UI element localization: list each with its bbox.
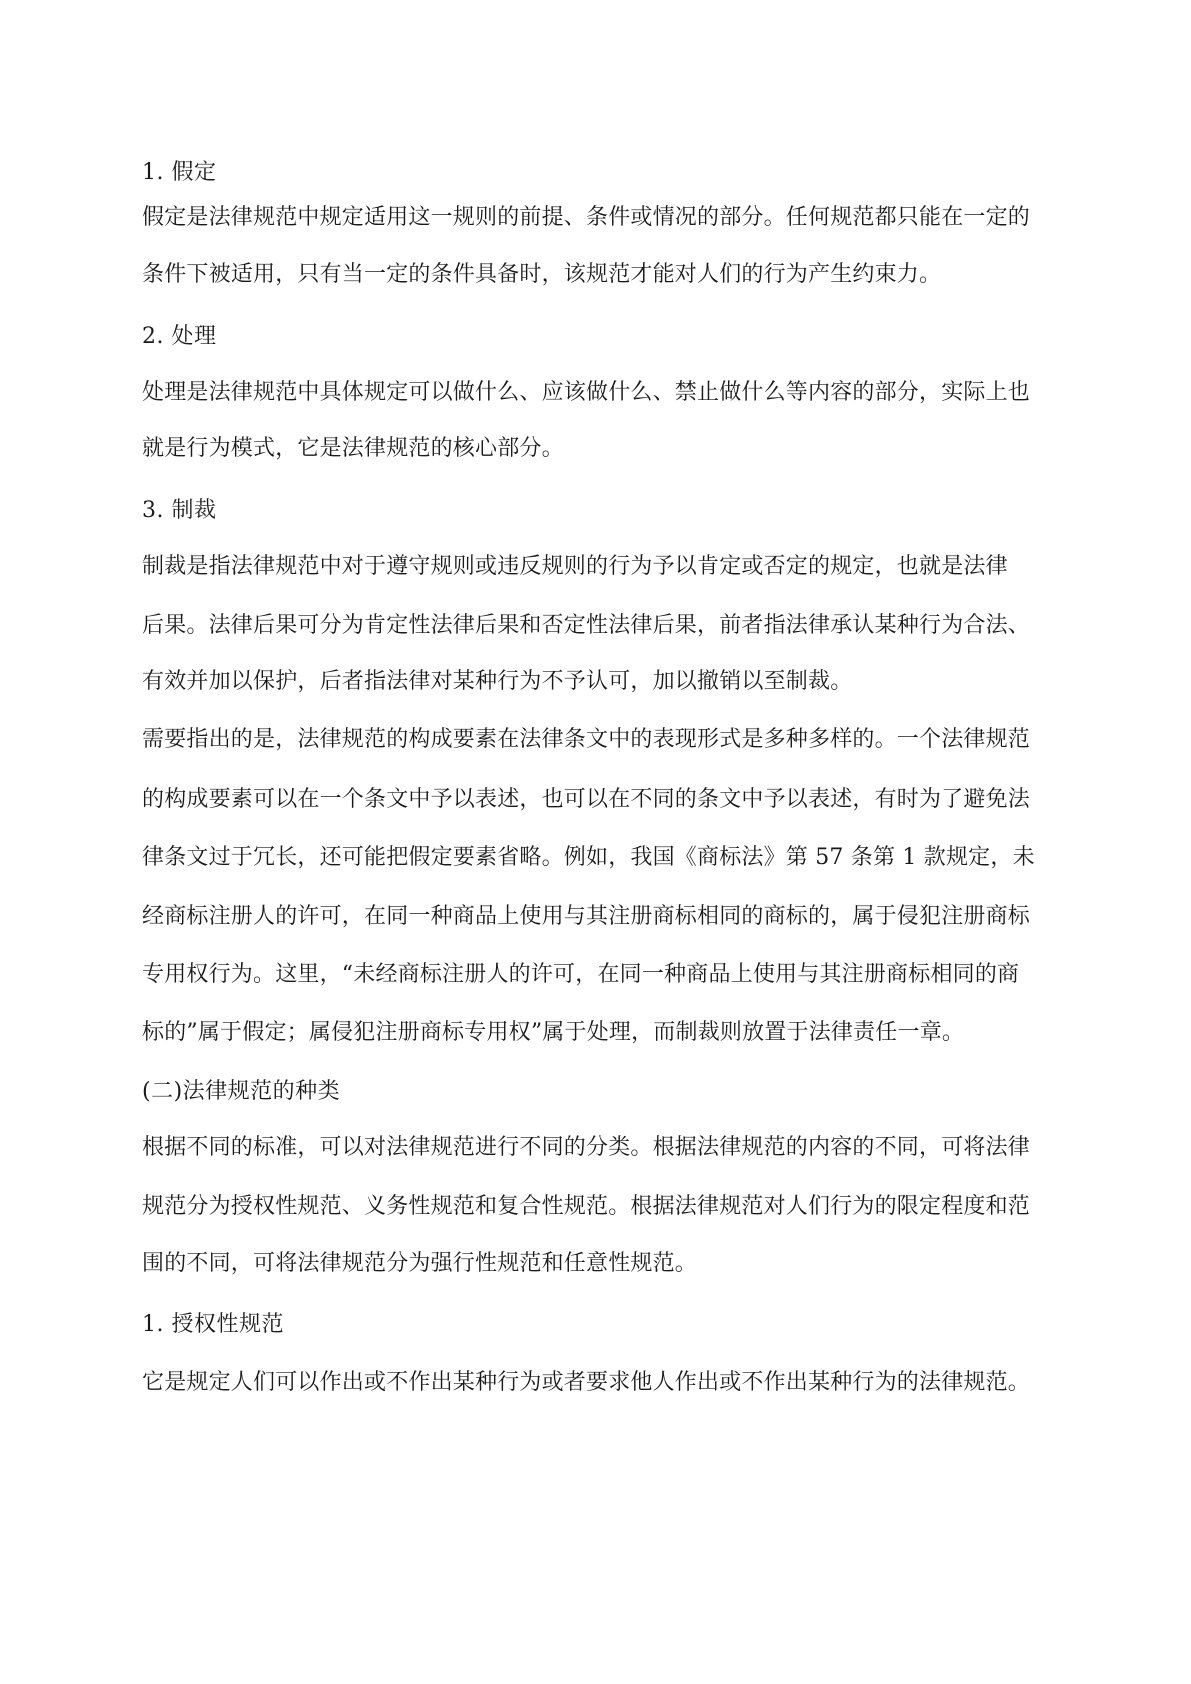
heading-norm-types: (二)法律规范的种类 bbox=[142, 1079, 341, 1104]
paragraph-line: 专用权行为。这里，“未经商标注册人的许可，在同一种商品上使用与其注册商标相同的商 bbox=[142, 962, 1020, 987]
paragraph-line: 的构成要素可以在一个条文中予以表述，也可以在不同的条文中予以表述，有时为了避免法 bbox=[142, 787, 1031, 812]
paragraph-line: 律条文过于冗长，还可能把假定要素省略。例如，我国《商标法》第 57 条第 1 款规定，未 bbox=[142, 845, 1035, 870]
paragraph-line: 条件下被适用，只有当一定的条件具备时，该规范才能对人们的行为产生约束力。 bbox=[142, 262, 942, 287]
heading-handling: 2. 处理 bbox=[142, 324, 217, 349]
paragraph-line: 围的不同，可将法律规范分为强行性规范和任意性规范。 bbox=[142, 1251, 698, 1276]
heading-sanction: 3. 制裁 bbox=[142, 498, 217, 523]
paragraph-line: 就是行为模式，它是法律规范的核心部分。 bbox=[142, 436, 564, 461]
paragraph-line: 它是规定人们可以作出或不作出某种行为或者要求他人作出或不作出某种行为的法律规范。 bbox=[142, 1370, 1031, 1395]
paragraph-line: 标的”属于假定；属侵犯注册商标专用权”属于处理，而制裁则放置于法律责任一章。 bbox=[142, 1020, 965, 1045]
paragraph-line: 规范分为授权性规范、义务性规范和复合性规范。根据法律规范对人们行为的限定程度和范 bbox=[142, 1194, 1031, 1219]
paragraph-line: 处理是法律规范中具体规定可以做什么、应该做什么、禁止做什么等内容的部分，实际上也 bbox=[142, 380, 1031, 405]
paragraph-line: 后果。法律后果可分为肯定性法律后果和否定性法律后果，前者指法律承认某种行为合法、 bbox=[142, 613, 1031, 638]
paragraph-line: 制裁是指法律规范中对于遵守规则或违反规则的行为予以肯定或否定的规定，也就是法律 bbox=[142, 554, 1008, 579]
heading-assumption: 1. 假定 bbox=[142, 160, 217, 185]
paragraph-line: 假定是法律规范中规定适用这一规则的前提、条件或情况的部分。任何规范都只能在一定的 bbox=[142, 205, 1031, 230]
paragraph-line: 需要指出的是，法律规范的构成要素在法律条文中的表现形式是多种多样的。一个法律规范 bbox=[142, 727, 1031, 752]
paragraph-line: 经商标注册人的许可，在同一种商品上使用与其注册商标相同的商标的，属于侵犯注册商标 bbox=[142, 904, 1031, 929]
paragraph-line: 根据不同的标准，可以对法律规范进行不同的分类。根据法律规范的内容的不同，可将法律 bbox=[142, 1135, 1031, 1160]
paragraph-line: 有效并加以保护，后者指法律对某种行为不予认可，加以撤销以至制裁。 bbox=[142, 669, 853, 694]
heading-authorizing-norm: 1. 授权性规范 bbox=[142, 1312, 284, 1337]
